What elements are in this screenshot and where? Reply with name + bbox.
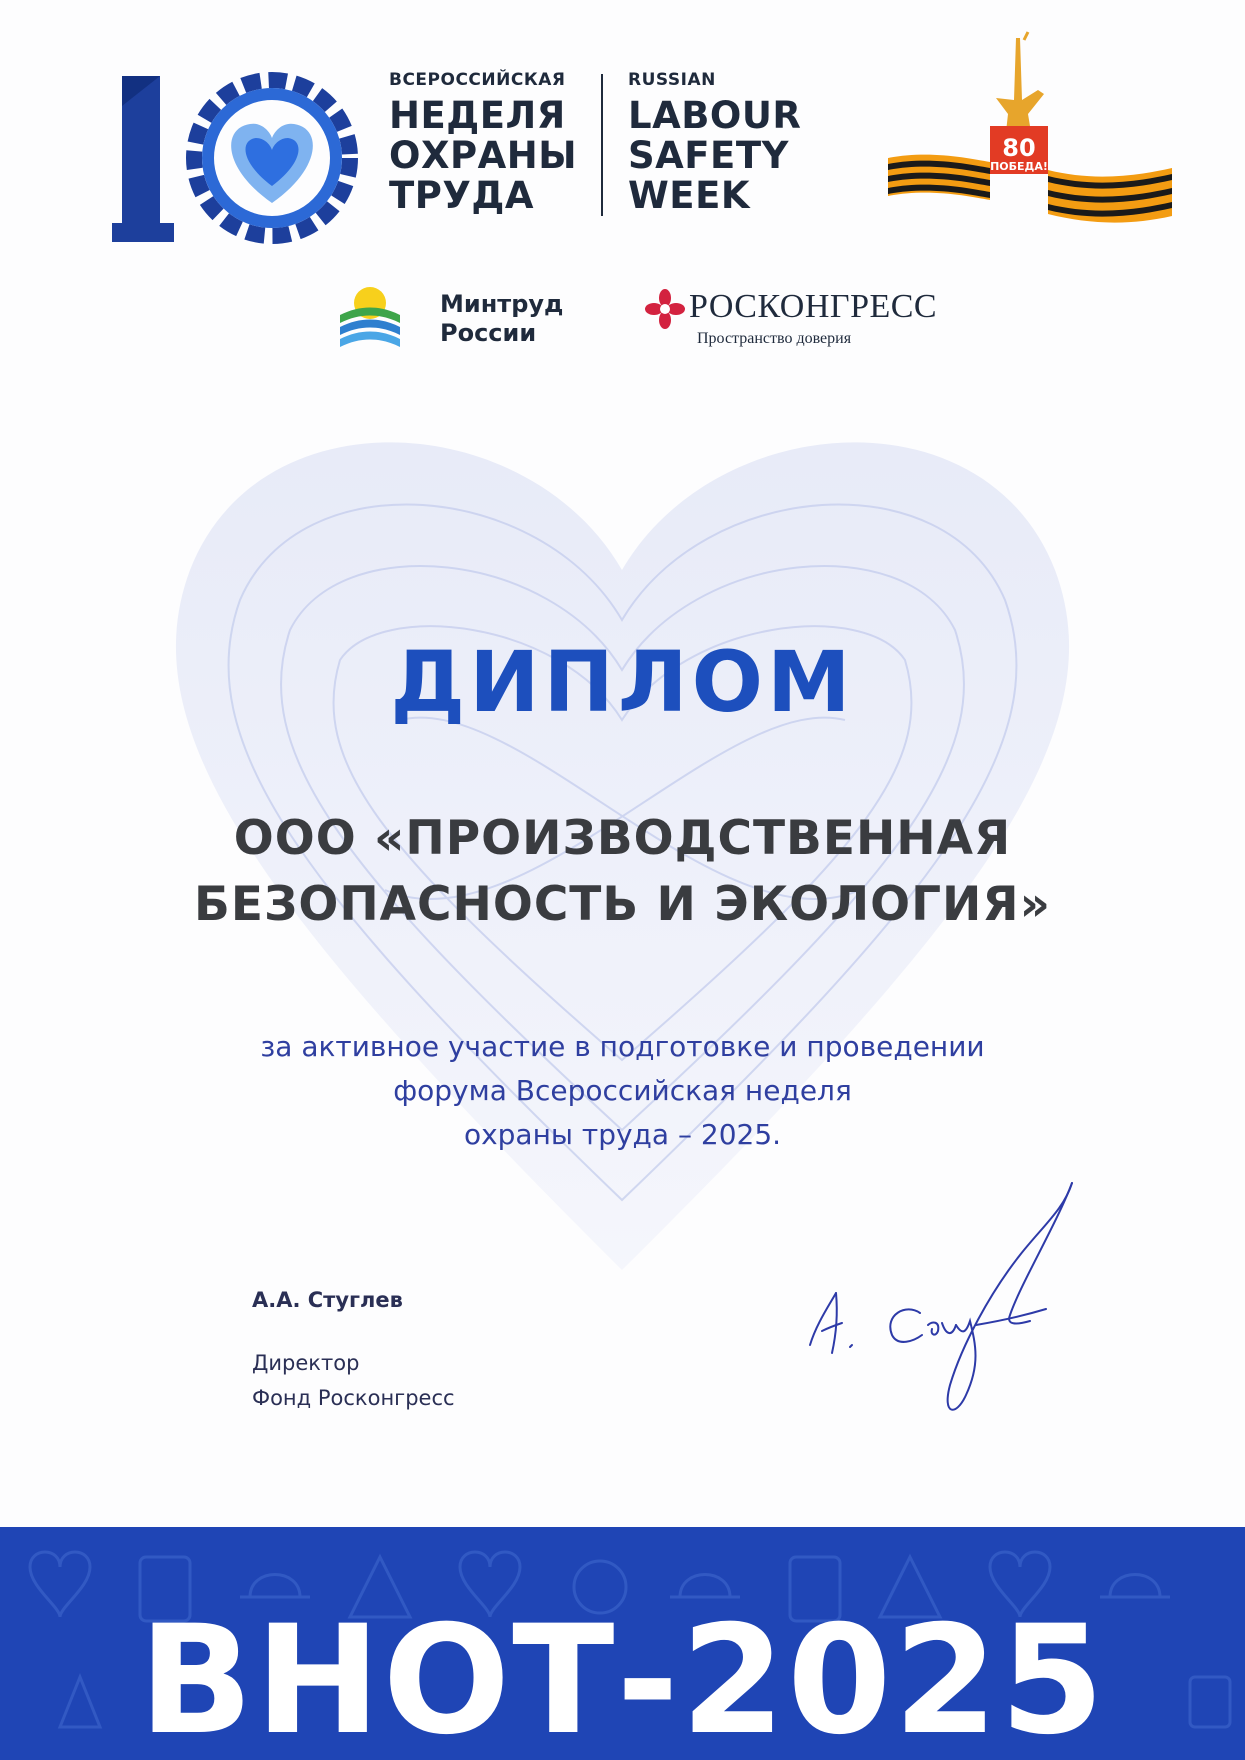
diploma-title: ДИПЛОМ	[390, 633, 855, 731]
award-description	[0, 1025, 1245, 1157]
week-title-en	[628, 70, 801, 216]
signer-role-line: Директор	[252, 1351, 360, 1375]
week-ru-line: ТРУДА	[389, 174, 534, 217]
organization-name	[0, 806, 1245, 938]
mintrud-line: Минтруд	[440, 290, 564, 318]
week-ru-line: ОХРАНЫ	[389, 134, 578, 177]
week-en-small: RUSSIAN	[628, 70, 716, 90]
week-en-line: LABOUR	[628, 94, 802, 137]
week-ru-small: ВСЕРОССИЙСКАЯ	[389, 70, 566, 90]
mintrud-name	[440, 290, 563, 348]
roscongress-name: РОСКОНГРЕСС	[689, 288, 938, 325]
header-divider	[601, 74, 603, 216]
mintrud-line: России	[440, 319, 537, 347]
victory-label: ПОБЕДА!	[990, 160, 1048, 173]
ten-anniversary-logo-icon	[112, 58, 362, 248]
week-en-line: SAFETY	[628, 134, 789, 177]
week-ru-line: НЕДЕЛЯ	[389, 94, 566, 137]
week-en-line: WEEK	[628, 174, 751, 217]
organization-line: ООО «ПРОИЗВОДСТВЕННАЯ	[233, 811, 1012, 866]
victory-number: 80	[1002, 134, 1036, 162]
organization-line: БЕЗОПАСНОСТЬ И ЭКОЛОГИЯ»	[194, 877, 1051, 932]
description-line: форума Всероссийская неделя	[393, 1074, 852, 1107]
mintrud-logo-icon	[334, 281, 406, 353]
signer-name: А.А. Стуглев	[252, 1288, 403, 1312]
week-title-ru	[389, 70, 577, 216]
banner-title: ВНОТ-2025	[138, 1594, 1107, 1760]
roscongress-tagline: Пространство доверия	[697, 330, 852, 347]
description-line: за активное участие в подготовке и проведении	[260, 1030, 985, 1063]
victory-80-logo-icon	[888, 30, 1172, 230]
roscongress-logo-icon	[645, 289, 685, 329]
description-line: охраны труда – 2025.	[463, 1118, 782, 1151]
signer-role-line: Фонд Росконгресс	[252, 1386, 455, 1410]
signature-icon	[780, 1175, 1140, 1435]
signer-role	[252, 1346, 455, 1416]
